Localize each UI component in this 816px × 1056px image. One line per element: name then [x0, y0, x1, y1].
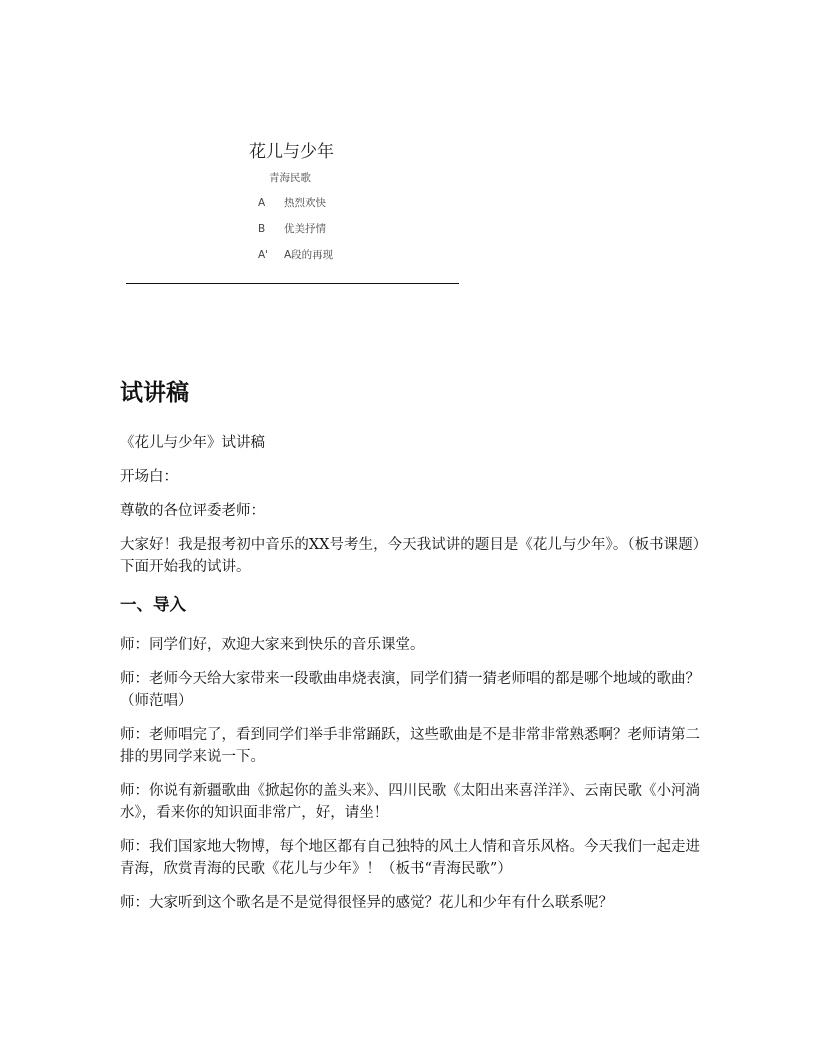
paragraph: 师：大家听到这个歌名是不是觉得很怪异的感觉？花儿和少年有什么联系呢？	[120, 895, 613, 911]
paragraph-salutation: 尊敬的各位评委老师：	[120, 503, 265, 519]
board-row-label: B	[258, 223, 266, 235]
board-row	[258, 247, 333, 262]
paragraph-introduction: 大家好！我是报考初中音乐的XX号考生，今天我试讲的题目是《花儿与少年》。（板书课题）下面开始我的试讲。	[120, 537, 700, 575]
section-heading-intro: 一、导入	[120, 595, 186, 614]
paragraph-opening-label: 开场白：	[120, 469, 178, 485]
document-body	[120, 372, 700, 926]
blackboard-image	[0, 0, 816, 290]
board-row	[258, 221, 326, 236]
board-row-label: A	[258, 197, 266, 209]
board-row-text: 热烈欢快	[284, 197, 326, 209]
divider-line	[126, 283, 459, 284]
paragraph: 师：我们国家地大物博，每个地区都有自己独特的风土人情和音乐风格。今天我们一起走进青海，欣赏青海的民歌《花儿与少年》！（板书“青海民歌”）	[120, 839, 700, 877]
board-title: 花儿与少年	[249, 142, 334, 162]
paragraph-lecture-title: 《花儿与少年》试讲稿	[120, 435, 265, 451]
board-row-text: A段的再现	[284, 249, 334, 261]
paragraph: 师：老师唱完了，看到同学们举手非常踊跃，这些歌曲是不是非常非常熟悉啊？老师请第二排的男同学来说一下。	[120, 727, 700, 765]
board-row-text: 优美抒情	[284, 223, 326, 235]
paragraph: 师：老师今天给大家带来一段歌曲串烧表演，同学们猜一猜老师唱的都是哪个地域的歌曲？（师范唱）	[120, 671, 700, 709]
board-row-label: A'	[258, 249, 269, 261]
paragraph: 师：你说有新疆歌曲《掀起你的盖头来》、四川民歌《太阳出来喜洋洋》、云南民歌《小河淌水》，看来你的知识面非常广，好，请坐！	[120, 783, 700, 821]
board-row	[258, 195, 326, 210]
document-title: 试讲稿	[120, 380, 189, 406]
paragraph: 师：同学们好，欢迎大家来到快乐的音乐课堂。	[120, 637, 425, 653]
board-subtitle: 青海民歌	[269, 172, 311, 184]
